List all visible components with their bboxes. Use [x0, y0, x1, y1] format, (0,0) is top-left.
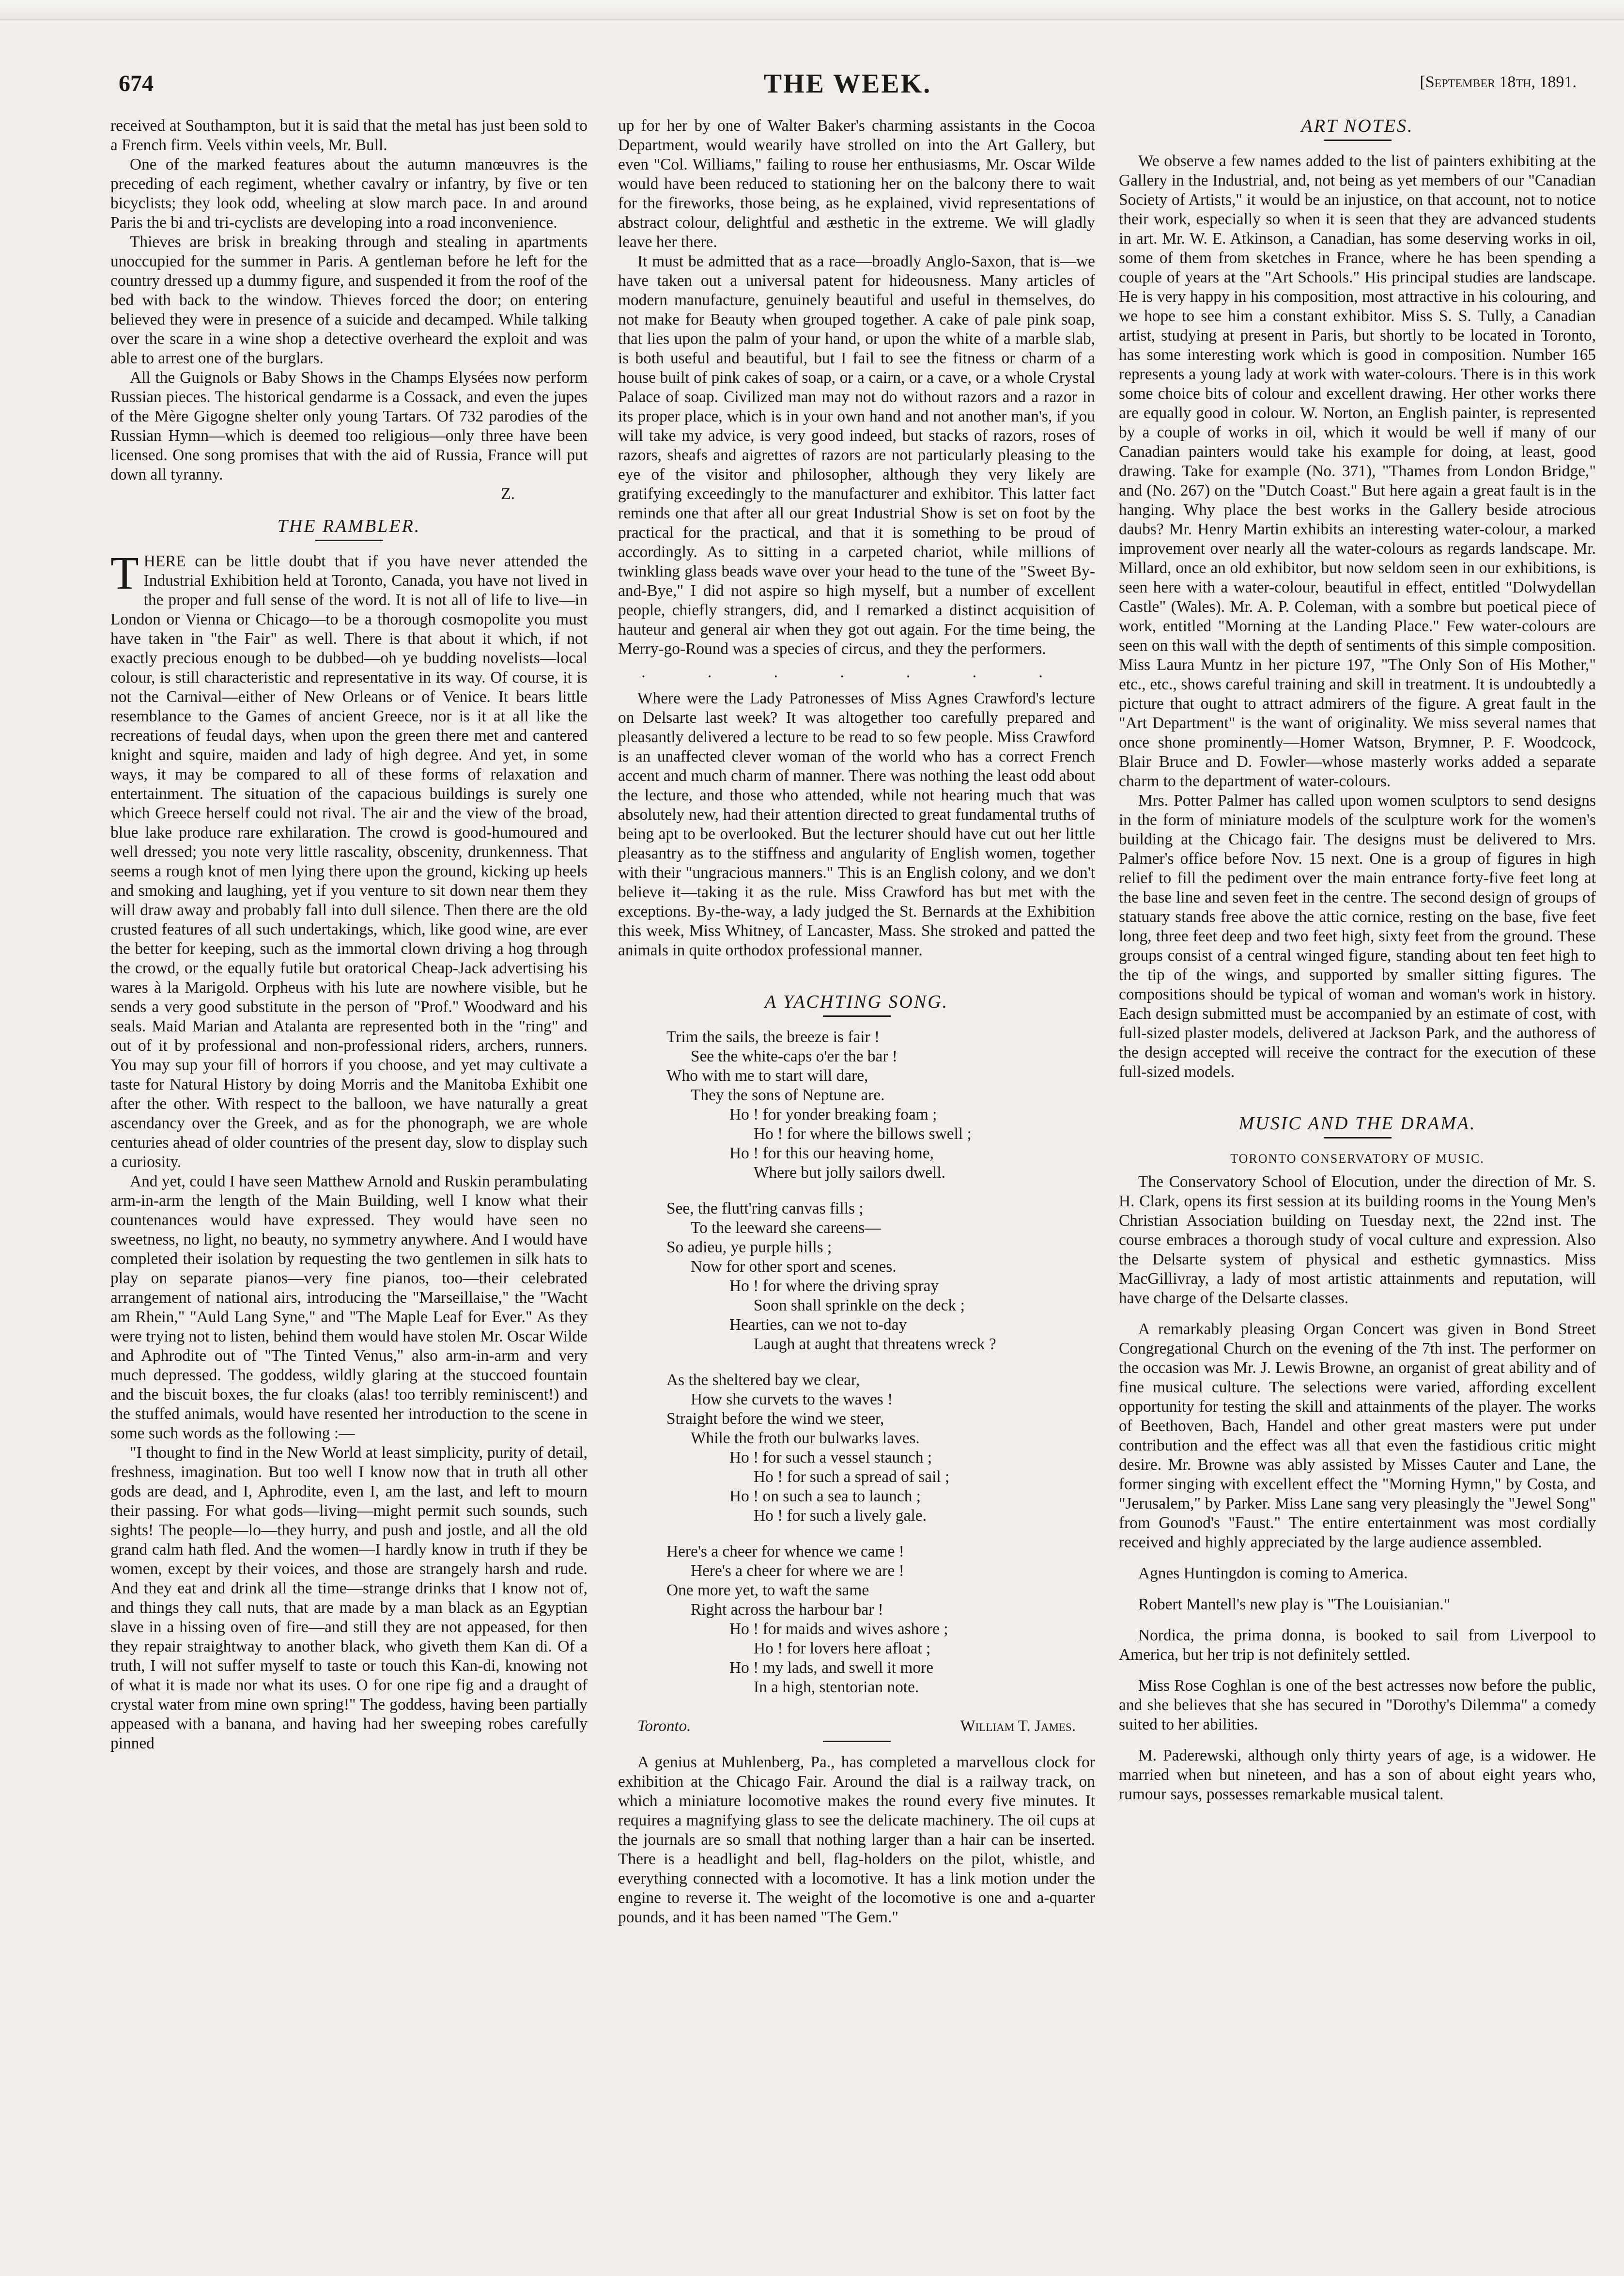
- section-rule: [823, 1015, 891, 1017]
- poem-line: Straight before the wind we steer,: [666, 1410, 884, 1428]
- section-title-music: MUSIC AND THE DRAMA.: [1238, 1113, 1476, 1134]
- page-header: [119, 70, 1577, 104]
- poem-line: One more yet, to waft the same: [666, 1581, 869, 1599]
- poem-line: Ho ! for such a spread of sail ;: [754, 1468, 950, 1486]
- poem-line: Ho ! for such a lively gale.: [754, 1507, 927, 1525]
- paragraph: The Conservatory School of Elocution, under the direction of Mr. S. H. Clark, opens its first session at its building rooms in the Young Men's Christian Association building on Tuesday next, the 22nd inst. The course embraces a thorough study of vocal culture and expression. Also the Delsarte system of physical and esthetic gymnastics. Miss MacGillivray, a lady of most artistic attainments and reputation, will have charge of the Delsarte classes.: [1119, 1173, 1596, 1307]
- column-2: [618, 116, 1095, 1927]
- paragraph: Thieves are brisk in breaking through and stealing in apartments unoccupied for the summer in Paris. A gentleman before he left for the country dressed up a dummy figure, and suspended it from the roof of the bed with back to the window. Thieves forced the door; on entering believed they were in presence of a suicide and decamped. While talking over the scare in a wine shop a detective overheard the exploit and was able to arrest one of the burglars.: [110, 233, 588, 367]
- paragraph: It must be admitted that as a race—broadly Anglo-Saxon, that is—we have taken out a universal patent for hideousness. Many articles of modern manufacture, genuinely beautiful and useful in themselves, do not make for Beauty when grouped together. A cake of pale pink soap, that lies upon the palm of your hand, or upon the white of a marble slab, is both useful and beautiful, but I fail to see the fitness or charm of a house built of pink cakes of soap, or a cairn, or a cave, or a whole Crystal Palace of soap. Civilized man may not do without razors and a razor in its proper place, which is in your own hand and not another man's, if you will take my advice, is very good indeed, but stacks of razors, roses of razors, sheafs and aigrettes of razors are not particularly pleasing to the eye of the visitor and philosopher, although they very likely are gratifying exceedingly to the manufacturer and exhibitor. This latter fact reminds one that after all our great Industrial Show is set on foot by the practical for the practical, and that it is something to be proud of accordingly. As to sitting in a carpeted chariot, while millions of twinkling glass beads wave over your head to the tune of the "Sweet By-and-Bye," I did not aspire so high myself, but a number of excellent people, chiefly strangers, did, and I remarked a distinct acquisition of hauteur and general air when they got out again. For the time being, the Merry-go-Round was a species of circus, and they the performers.: [618, 252, 1095, 658]
- poem-line: Ho ! for where the driving spray: [729, 1277, 939, 1295]
- poem-line: Ho ! for maids and wives ashore ;: [729, 1620, 948, 1638]
- poem-line: Ho ! for yonder breaking foam ;: [729, 1106, 937, 1123]
- paragraph: [110, 547, 588, 1172]
- section-title-rambler: THE RAMBLER.: [277, 516, 421, 536]
- poem-line: Where but jolly sailors dwell.: [754, 1164, 945, 1182]
- poem-line: Who with me to start will dare,: [666, 1067, 868, 1085]
- subheading: TORONTO CONSERVATORY OF MUSIC.: [1230, 1152, 1485, 1166]
- paragraph: M. Paderewski, although only thirty years of age, is a widower. He married when but nineteen, and has a son of about eight years who, rumour says, possesses remarkable musical talent.: [1119, 1746, 1596, 1803]
- signature: Z.: [501, 485, 515, 503]
- poem-line: Ho ! for such a vessel staunch ;: [729, 1449, 932, 1466]
- paragraph-text: HERE can be little doubt that if you have never attended the Industrial Exhibition held at Toronto, Canada, you have not lived in the proper and full sense of the word. It is not all of life to live—in London or Vienna or Chicago—to be a thorough cosmopolite you must have taken in "the Fair" as well. There is that about it which, if not exactly precious enough to be dubbed—oh ye budding novelists—local colour, is still characteristic and representative in its way. Of course, it is not the Carnival—either of New Orleans or of Venice. It bears little resemblance to the Games of ancient Greece, nor is it at all like the recreations of feudal days, when upon the green there met and cantered knight and squire, maiden and lady of high degree. And yet, in some ways, it may be compared to all of these forms of relaxation and entertainment. The situation of the capacious buildings is surely one which Greece herself could not rival. The air and the view of the broad, blue lake produce rare exhilaration. The crowd is good-humoured and well dressed; you note very little rascality, obscenity, drunkenness. That seems a rough knot of men lying there upon the ground, kicking up heels and smoking and laughing, yet if you venture to sit down near them they will draw away and probably fall into dull silence. Then there are the old crusted features of all such undertakings, which, like good wine, are ever the better for keeping, such as the immortal clown driving a hog through the crowd, or the equally futile but oratorical Cheap-Jack advertising his wares à la Marigold. Orpheus with his lute are nowhere visible, but he sends a very good substitute in the person of "Prof." Woodward and his seals. Maid Marian and Atalanta are represented both in the "ring" and out of it by professional and non-professional riders, archers, runners. You may sup your fill of horrors if you choose, and yet may cultivate a taste for Natural History by doing Morris and the Manitoba Exhibit one after the other. With respect to the balloon, we have naturally a great ascendancy over the Greek, and as for the phonograph, we are whole centuries ahead of older countries of the present day, slow to display such a curiosity.: [110, 552, 588, 1171]
- poem-line: How she curvets to the waves !: [691, 1390, 893, 1408]
- section-break-dots: . . . . . . .: [641, 663, 1072, 681]
- poem-line: Ho ! for lovers here afloat ;: [754, 1639, 931, 1657]
- top-scan-margin: [0, 0, 1624, 20]
- section-rule: [1324, 1137, 1392, 1138]
- paragraph: received at Southampton, but it is said that the metal has just been sold to a French firm. Veels vithin veels, Mr. Bull.: [110, 117, 588, 154]
- poem-line: Now for other sport and scenes.: [691, 1258, 897, 1276]
- poem-line: Hearties, can we not to-day: [729, 1316, 907, 1334]
- poem: [618, 1028, 1095, 1736]
- column-1: [110, 116, 588, 1753]
- column-3: [1119, 116, 1596, 1804]
- drop-cap: T: [110, 547, 139, 599]
- poem-line: Soon shall sprinkle on the deck ;: [754, 1296, 965, 1314]
- poem-line: Laugh at aught that threatens wreck ?: [754, 1335, 996, 1353]
- paragraph: Where were the Lady Patronesses of Miss Agnes Crawford's lecture on Delsarte last week? It was altogether too carefully prepared and pleasantly delivered a lecture to be read to so few people. Miss Crawford is an unaffected clever woman of the world who has a correct French accent and much charm of manner. There was nothing the least odd about the lecture, and those who attended, while not hearing much that was absolutely new, had their attention directed to great fundamental truths of being apt to be overlooked. But the lecturer should have cut out her little pleasantry as to the stiffness and angularity of English women, together with their "ungracious manners." This is an English colony, and we don't believe it—taking it as the rule. Miss Crawford has but met with the exceptions. By-the-way, a lady judged the St. Bernards at the Exhibition this week, Miss Whitney, of Lancaster, Mass. She stroked and patted the animals in quite orthodox professional manner.: [618, 689, 1095, 959]
- poem-line: To the leeward she careens—: [691, 1219, 881, 1237]
- section-rule: [1324, 140, 1392, 141]
- poem-line: They the sons of Neptune are.: [691, 1086, 885, 1104]
- poem-line: Here's a cheer for whence we came !: [666, 1543, 904, 1560]
- poem-line: Here's a cheer for where we are !: [691, 1562, 904, 1580]
- paragraph: A genius at Muhlenberg, Pa., has completed a marvellous clock for exhibition at the Chicago Fair. Around the dial is a railway track, on which a miniature locomotive makes the round every five minutes. It requires a magnifying glass to see the delicate machinery. The oil cups at the journals are so small that nothing larger than a hair can be inserted. There is a headlight and bell, flag-holders on the pilot, whistle, and everything connected with a locomotive. It has a link motion under the engine to reverse it. The weight of the locomotive is one and a-quarter pounds, and it has been named "The Gem.": [618, 1753, 1095, 1926]
- section-title-art-notes: ART NOTES.: [1301, 116, 1414, 136]
- paragraph: And yet, could I have seen Matthew Arnold and Ruskin perambulating arm-in-arm the length of the Main Building, well I know what their countenances would have expressed. They would have seen no sweetness, no light, no beauty, no symmetry anywhere. And I would have completed their isolation by requesting the two gentlemen in silk hats to play on separate pianos—very fine pianos, too—their celebrated arrangement of national airs, introducing the "Marseillaise," the "Wacht am Rhein," "Auld Lang Syne," and "The Maple Leaf for Ever." As they were trying not to listen, behind them would have stolen Mr. Oscar Wilde and Aphrodite out of "The Tinted Venus," also arm-in-arm and very much depressed. The goddess, wildly glaring at the stuccoed fountain and the biscuit boxes, the fur cloaks (alas! too terribly reminiscent!) and the stuffed animals, would have resented her introduction to the scene in some such words as the following :—: [110, 1172, 588, 1442]
- section-rule: [823, 1741, 891, 1742]
- poem-author: William T. James.: [960, 1717, 1076, 1735]
- poem-line: Ho ! on such a sea to launch ;: [729, 1487, 921, 1505]
- journal-title: THE WEEK.: [763, 69, 932, 99]
- poem-stanza: [618, 1371, 1095, 1526]
- paragraph: We observe a few names added to the list of painters exhibiting at the Gallery in the Industrial, and, not being as yet members of our "Canadian Society of Artists," it would be an injustice, on that account, not to notice their work, especially so when it is seen that they are advanced students in art. Mr. W. E. Atkinson, a Canadian, has some deserving works in oil, some of them from sketches in France, where he has been spending a couple of years at the "Art Schools." His principal studies are landscape. He is very happy in his composition, most attractive in his colouring, and we hope to see him a constant exhibitor. Miss S. S. Tully, a Canadian artist, studying at present in Paris, but shortly to be located in Toronto, has some interesting work which is good in composition. Number 165 represents a young lady at work with water-colours. There is in this work some choice bits of colour and excellent drawing. Her other works there are equally good in colour. W. Norton, an English painter, is represented by a couple of works in oil, which it would be well if many of our Canadian painters would take his example for doing, at least, good drawing. Take for example (No. 371), "Thames from London Bridge," and (No. 267) on the "Dutch Coast." But here again a great fault is in the hanging. Why place the best works in the Gallery beside atrocious daubs? Mr. Henry Martin exhibits an interesting water-colour, a marked improvement over nearly all the water-colours as regards landscape. Mr. Millard, once an old exhibitor, but now seldom seen in our exhibitions, is seen here with a water-colour, beautiful in effect, entitled "Dolwydellan Castle" (Wales). Mr. A. P. Coleman, with a sombre but poetical piece of work, entitled "Morning at the Landing Place." Few water-colours are seen on this wall with the depth of sentiments of this simple composition. Miss Laura Muntz in her picture 197, "The Only Son of His Mother," etc., etc., shows careful training and skill in treatment. It is undoubtedly a picture that ought to attract admirers of the figure. A great fault in the "Art Department" is the want of originality. We miss several names that once shone prominently—Homer Watson, Brymner, P. F. Woodcock, Blair Bruce and D. Fowler—whose masterly works added a separate charm to the department of water-colours.: [1119, 152, 1596, 790]
- paragraph: Mrs. Potter Palmer has called upon women sculptors to send designs in the form of miniature models of the sculpture work for the women's building at the Chicago fair. The designs must be delivered to Mrs. Palmer's office before Nov. 15 next. One is a group of figures in high relief to fill the pediment over the main entrance forty-five feet long at the base line and seven feet in the centre. The second design of groups of statuary stands free above the attic cornice, resting on the base, five feet long, three feet deep and two feet high, sixty feet from the ground. These groups consist of a central winged figure, standing about ten feet high to the tip of the wings, and supported by smaller sitting figures. The compositions should be typical of woman and woman's work in history. Each design submitted must be accompanied by an estimate of cost, with full-sized plaster models, delivered at Jackson Park, and the authoress of the design accepted will receive the contract for the execution of these full-sized models.: [1119, 792, 1596, 1081]
- poem-line: Ho ! for this our heaving home,: [729, 1144, 934, 1162]
- poem-line: As the sheltered bay we clear,: [666, 1371, 860, 1389]
- poem-line: While the froth our bulwarks laves.: [691, 1429, 920, 1447]
- poem-line: In a high, stentorian note.: [754, 1678, 919, 1696]
- paragraph: One of the marked features about the autumn manœuvres is the preceding of each regiment, whether cavalry or infantry, by five or ten bicyclists; they look odd, wheeling at slow march pace. In and around Paris the bi and tri-cyclists are developing into a road inconvenience.: [110, 156, 588, 232]
- poem-signature: [618, 1714, 1095, 1736]
- poem-line: Ho ! for where the billows swell ;: [754, 1125, 972, 1143]
- paragraph: "I thought to find in the New World at least simplicity, purity of detail, freshness, imagination. But too well I know now that in truth all other gods are dead, and I, Aphrodite, even I, am the last, and left to mourn their passing. For what gods—living—might permit such sounds, such sights! The people—lo—they hurry, and push and jostle, and all the old grand calm hath fled. And the women—I hardly know in truth if they be women, except by their voices, and those are strangely harsh and rude. And they eat and drink all the time—strange drinks that I know not of, and things they call nuts, that are made by a man black as an Egyptian slave in a hissing oven of fire—and still they are not appeased, for then they repair straightway to another black, who giveth them Kan di. Of a truth, I will not suffer myself to taste or touch this Kan-di, knowing not of what it is made nor what its uses. O for one ripe fig and a draught of crystal water from mine own spring!" The goddess, having been partially appeased with a banana, and having had her sweeping robes carefully pinned: [110, 1444, 588, 1752]
- poem-line: Ho ! my lads, and swell it more: [729, 1659, 934, 1677]
- section-rule: [315, 540, 383, 541]
- poem-place: Toronto.: [637, 1717, 691, 1735]
- issue-date: [September 18th, 1891.: [1420, 73, 1577, 91]
- page-number: 674: [119, 71, 154, 96]
- paragraph: Nordica, the prima donna, is booked to sail from Liverpool to America, but her trip is not definitely settled.: [1119, 1626, 1596, 1664]
- poem-stanza: [618, 1028, 1095, 1183]
- poem-line: See the white-caps o'er the bar !: [691, 1047, 897, 1065]
- poem-stanza: [618, 1542, 1095, 1697]
- poem-title: A YACHTING SONG.: [764, 992, 949, 1012]
- poem-stanza: [618, 1199, 1095, 1354]
- paragraph: up for her by one of Walter Baker's charming assistants in the Cocoa Department, would wearily have strolled on into the Art Gallery, but even "Col. Williams," failing to rouse her enthusiasms, Mr. Oscar Wilde would have been reduced to stationing her on the balcony there to wait for the fireworks, those being, as he explained, vivid representations of abstract colour, delightful and æsthetic in the extreme. We will gladly leave her there.: [618, 117, 1095, 251]
- paragraph: All the Guignols or Baby Shows in the Champs Elysées now perform Russian pieces. The historical gendarme is a Cossack, and even the jupes of the Mère Gigogne shelter only young Tartars. Of 732 parodies of the Russian Hymn—which is deemed too religious—only three have been licensed. One song promises that with the aid of Russia, France will put down all tyranny.: [110, 369, 588, 483]
- paragraph: Miss Rose Coghlan is one of the best actresses now before the public, and she believes that she has secured in "Dorothy's Dilemma" a comedy suited to her abilities.: [1119, 1677, 1596, 1733]
- poem-line: Right across the harbour bar !: [691, 1601, 883, 1619]
- poem-line: So adieu, ye purple hills ;: [666, 1238, 832, 1256]
- poem-line: See, the flutt'ring canvas fills ;: [666, 1200, 864, 1217]
- paragraph: Agnes Huntingdon is coming to America.: [1138, 1564, 1408, 1582]
- paragraph: A remarkably pleasing Organ Concert was given in Bond Street Congregational Church on the evening of the 7th inst. The performer on the occasion was Mr. J. Lewis Browne, an organist of great ability and of fine musical culture. The selections were varied, affording excellent opportunity for testing the skill and attainments of the player. The works of Beethoven, Bach, Handel and other great masters were put under contribution and the effect was all that even the fastidious critic might desire. Mr. Browne was ably assisted by Misses Cauter and Lane, the former singing with excellent effect the "Morning Hymn," by Costa, and "Jerusalem," by Parker. Miss Lane sang very pleasingly the "Jewel Song" from Gounod's "Faust." The entire entertainment was most cordially received and highly appreciated by the large audience assembled.: [1119, 1320, 1596, 1551]
- paragraph: Robert Mantell's new play is "The Louisianian.": [1138, 1595, 1451, 1613]
- poem-line: Trim the sails, the breeze is fair !: [666, 1028, 880, 1046]
